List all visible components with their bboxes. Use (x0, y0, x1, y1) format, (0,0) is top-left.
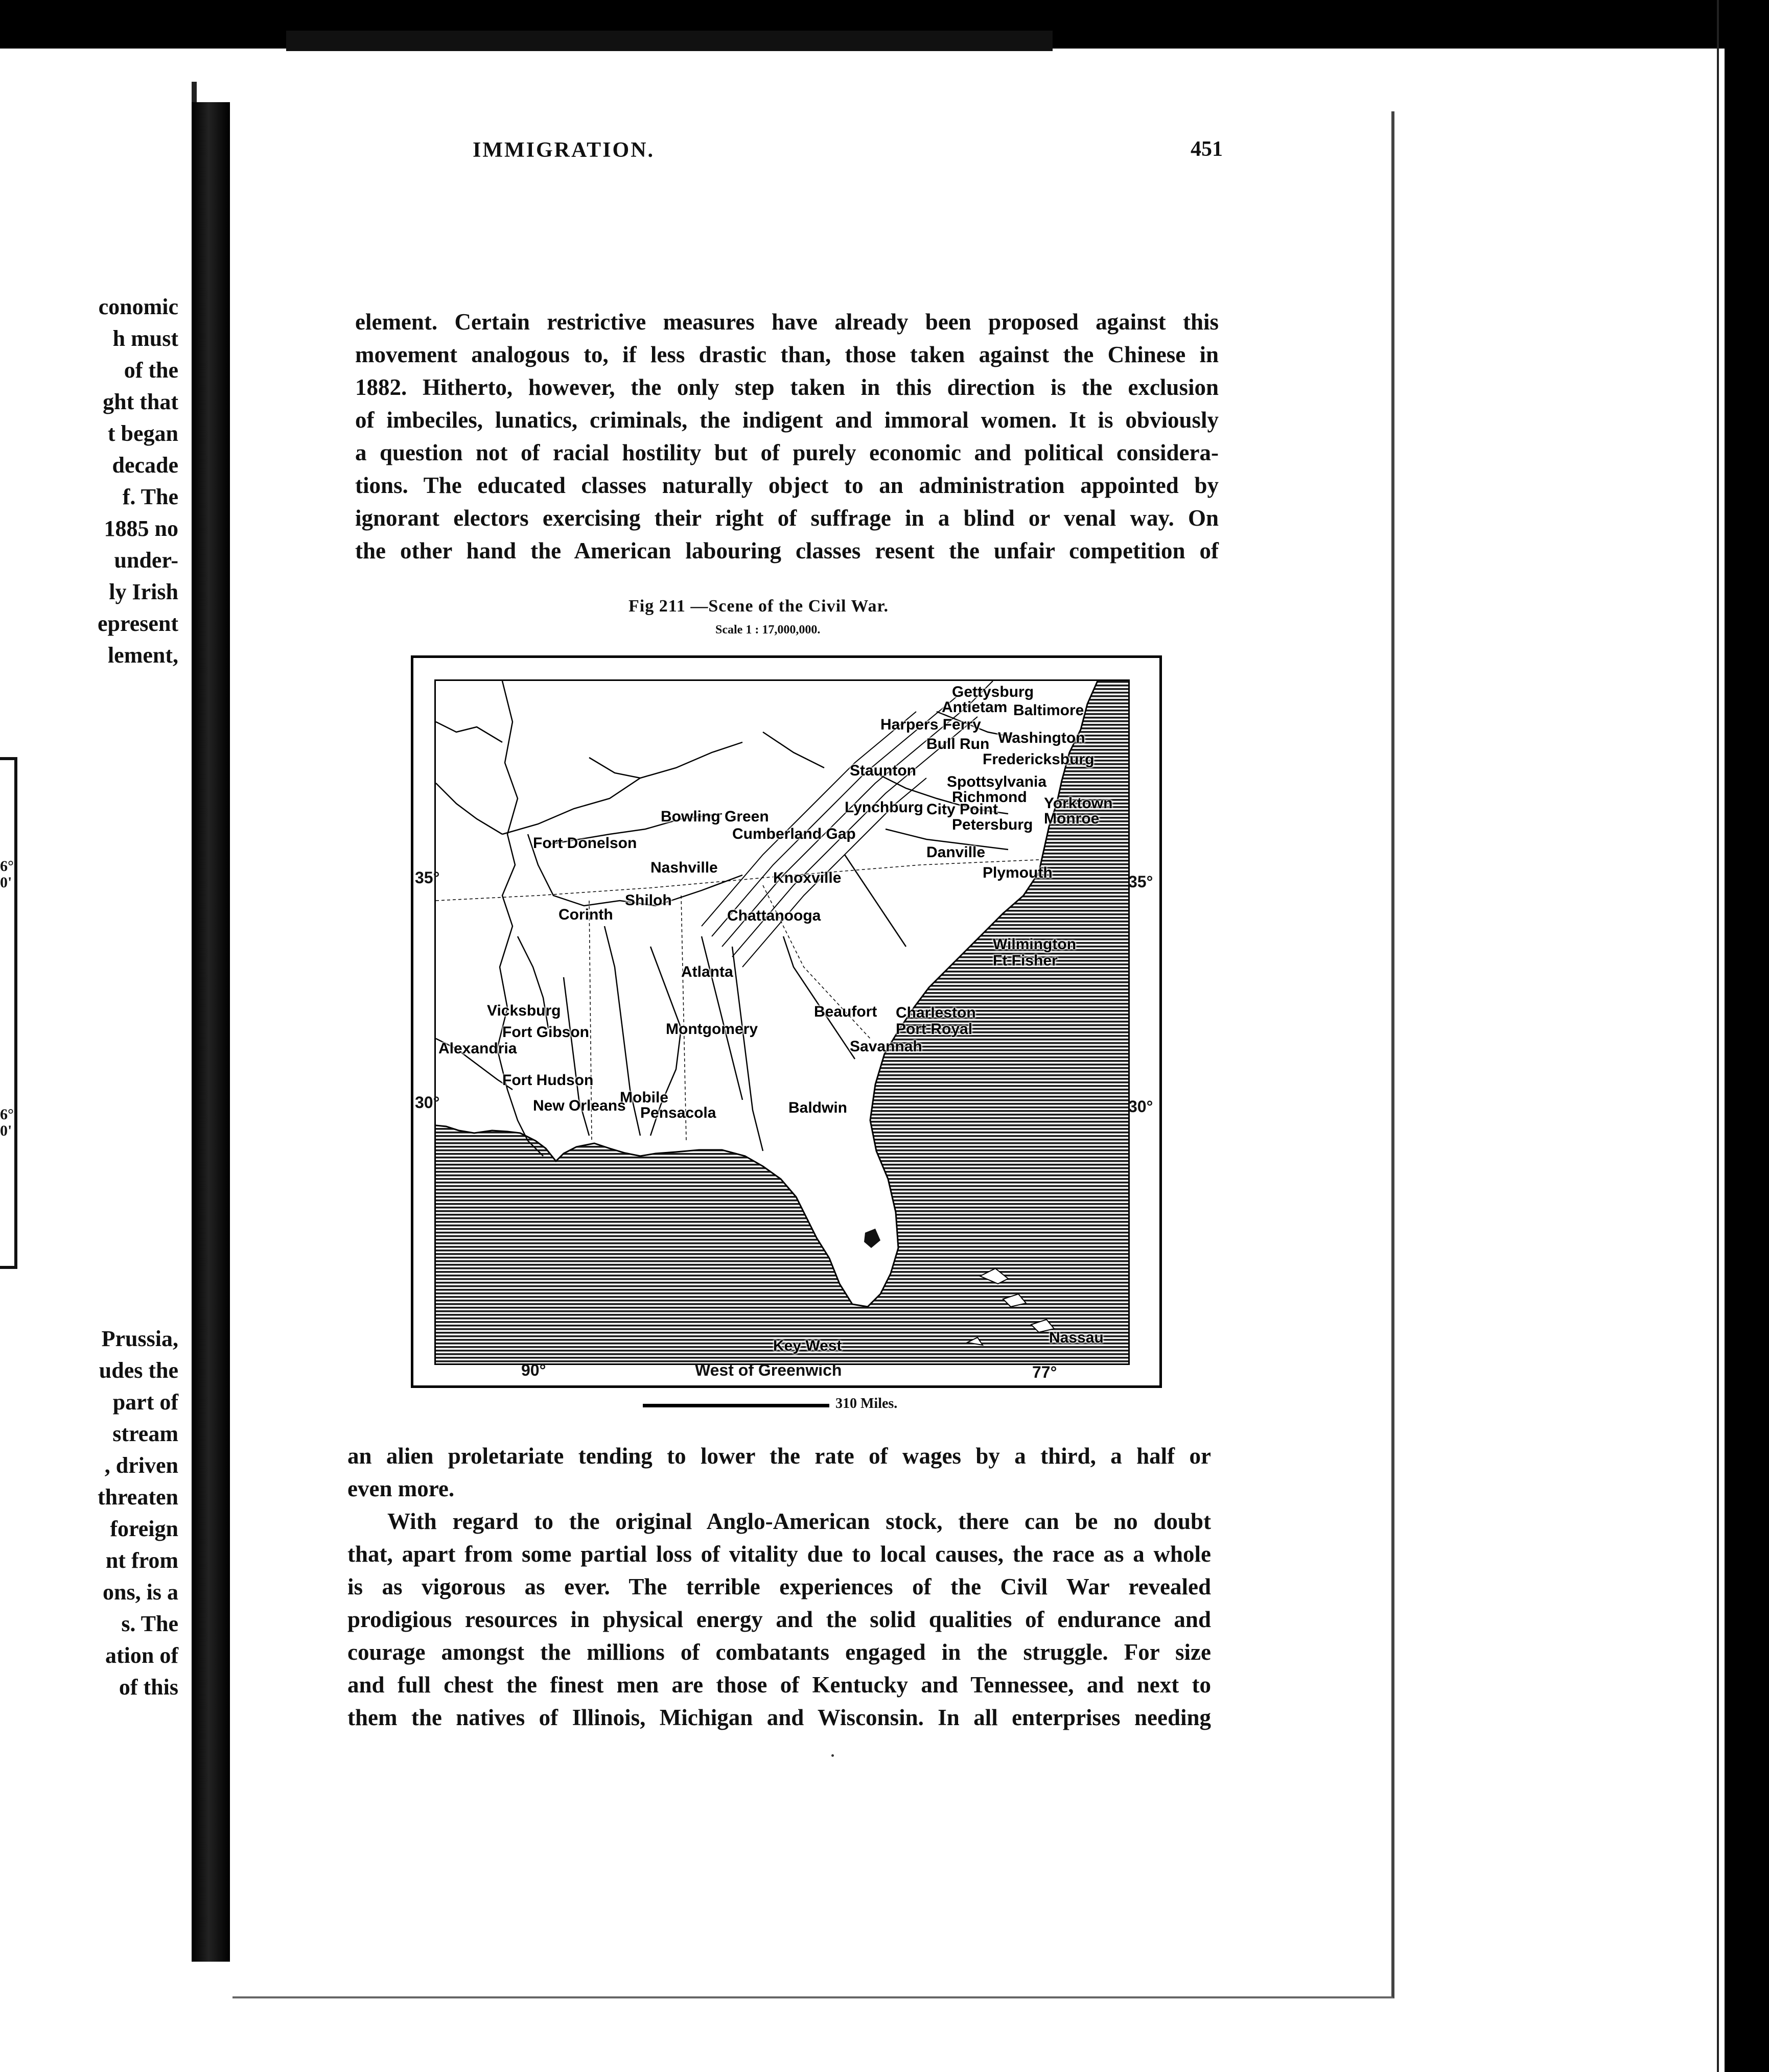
place-label: Pensacola (640, 1104, 716, 1121)
text-line: ation of (105, 1643, 178, 1668)
figure-caption: Fig 211 —Scene of the Civil War. (629, 597, 889, 616)
latitude-label: 30° (415, 1093, 440, 1112)
place-label: Mobile (620, 1089, 668, 1106)
place-label: Fort Donelson (533, 835, 637, 852)
chattahoochee-river (732, 947, 763, 1151)
place-label: Chattanooga (727, 907, 821, 924)
place-label: Bull Run (926, 736, 990, 752)
text-line: of this (119, 1675, 178, 1700)
place-label: Wilmington (993, 936, 1077, 953)
text-line: of the (124, 358, 178, 383)
scale-bar (643, 1404, 829, 1407)
book-spine (192, 102, 230, 1962)
place-label: Atlanta (681, 963, 733, 980)
text-line: lement, (107, 643, 178, 668)
previous-page (0, 82, 197, 1946)
text-line: udes the (99, 1358, 178, 1383)
place-label: Alexandria (438, 1040, 517, 1057)
place-label: Washington (998, 729, 1085, 746)
text-line: ght that (103, 389, 178, 414)
text-line: even more. (347, 1476, 455, 1501)
text-line: courage amongst the millions of combatants engaged in the struggle. For size (347, 1639, 1211, 1665)
text-line: ly Irish (109, 579, 178, 604)
text-line: and full chest the finest men are those of Kentucky and Tennessee, and next to (347, 1672, 1211, 1698)
kentucky-river (589, 758, 640, 778)
text-line: threaten (97, 1485, 178, 1510)
text-line: that, apart from some partial loss of vitality due to local causes, the race as a whole (347, 1541, 1211, 1567)
text-line: f. The (122, 484, 178, 509)
text-line: decade (112, 453, 178, 478)
place-label: Key West (773, 1337, 842, 1354)
place-label: Vicksburg (487, 1002, 561, 1019)
text-line: ignorant electors exercising their right of suffrage in a blind or venal way. On (355, 505, 1219, 531)
scale-bar-label: 310 Miles. (835, 1396, 898, 1411)
map-bottom-caption: West of Greenwich (695, 1361, 842, 1379)
degree-mark: 0' (0, 1122, 12, 1139)
place-label: Fort Hudson (502, 1072, 594, 1089)
text-line: 1882. Hitherto, however, the only step taken in this direction is the exclusion (355, 374, 1219, 400)
text-line: the other hand the American labouring classes resent the unfair competition of (355, 538, 1219, 563)
place-label: Richmond (952, 789, 1027, 806)
longitude-label: 77° (1032, 1363, 1057, 1381)
place-label: Baldwin (788, 1099, 848, 1116)
text-line: ons, is a (103, 1580, 178, 1605)
page-number: 451 (1191, 137, 1223, 161)
degree-mark: 0' (0, 874, 12, 891)
text-line: t began (107, 421, 178, 446)
latitude-label: 35° (1128, 873, 1153, 891)
print-speck (831, 1754, 834, 1757)
place-label: Harpers Ferry (880, 716, 981, 733)
place-label: Fredericksburg (983, 751, 1095, 768)
latitude-label: 30° (1128, 1097, 1153, 1116)
text-line: them the natives of Illinois, Michigan and Wisconsin. In all enterprises needing (347, 1705, 1211, 1730)
savannah-river (783, 936, 855, 1059)
place-label: Fort Gibson (502, 1024, 589, 1041)
text-line: part of (112, 1390, 178, 1415)
missouri-tributary (436, 722, 502, 742)
place-label: Nassau (1049, 1329, 1104, 1346)
flint-river (702, 936, 742, 1100)
text-line: of imbeciles, lunatics, criminals, the indigent and immoral women. It is obviously (355, 407, 1219, 433)
running-head: IMMIGRATION. (473, 138, 655, 162)
place-label: City Point (926, 801, 998, 818)
text-line: stream (112, 1421, 178, 1446)
lake-okeechobee (864, 1229, 880, 1248)
place-label: Beaufort (814, 1003, 877, 1020)
scan-border-line (1717, 0, 1719, 2072)
place-label: Montgomery (666, 1021, 758, 1038)
place-label: Cumberland Gap (732, 826, 856, 842)
scan-border-top-shadow (286, 31, 1053, 51)
figure-scale: Scale 1 : 17,000,000. (715, 623, 821, 637)
text-line: h must (112, 326, 178, 351)
text-line: conomic (98, 294, 178, 319)
place-label: Baltimore (1013, 702, 1084, 719)
text-line: s. The (121, 1611, 178, 1636)
place-label: Danville (926, 844, 986, 861)
degree-mark: 6° (0, 858, 14, 875)
text-line: , driven (104, 1453, 178, 1478)
text-line: prodigious resources in physical energy and the solid qualities of endurance and (347, 1607, 1211, 1632)
place-label: Charleston (896, 1004, 976, 1021)
paragraph-2 (347, 1440, 1211, 1734)
place-label: Monroe (1044, 810, 1100, 827)
place-label: Gettysburg (952, 684, 1034, 700)
place-label: Nashville (650, 859, 718, 876)
text-line: nt from (105, 1548, 178, 1573)
great-kanawha-river (763, 732, 824, 768)
place-label: Antietam (942, 699, 1008, 716)
text-line: Prussia, (101, 1326, 178, 1351)
text-line: an alien proletariate tending to lower the rate of wages by a third, a half or (347, 1443, 1211, 1469)
place-label: Staunton (850, 762, 916, 779)
arkansas-river (436, 783, 502, 834)
text-line: epresent (97, 611, 178, 636)
place-label: Port Royal (896, 1021, 973, 1038)
text-line: element. Certain restrictive measures have already been proposed against this (355, 309, 1219, 335)
place-label: Bowling Green (661, 808, 769, 825)
place-label: Corinth (558, 906, 613, 923)
place-label: Plymouth (983, 864, 1053, 881)
latitude-label: 35° (415, 868, 440, 887)
scan-border-right (1725, 0, 1769, 2072)
longitude-label: 90° (521, 1361, 546, 1379)
degree-mark: 6° (0, 1106, 14, 1123)
text-line: tions. The educated classes naturally object to an administration appointed by (355, 473, 1219, 498)
text-line: under- (114, 548, 178, 573)
civil-war-map (434, 679, 1130, 1365)
previous-page-text-top (98, 291, 178, 671)
text-line: 1885 no (104, 516, 178, 541)
place-label: Lynchburg (845, 799, 923, 816)
place-label: Ft Fisher (993, 952, 1058, 969)
text-line: a question not of racial hostility but of purely economic and political considera- (355, 440, 1219, 465)
place-label: Petersburg (952, 816, 1033, 833)
text-line: foreign (110, 1516, 178, 1541)
text-line: With regard to the original Anglo-American stock, there can be no doubt (387, 1509, 1211, 1534)
previous-page-map-edge (0, 757, 17, 1269)
paragraph-1 (355, 305, 1219, 567)
place-label: New Orleans (533, 1097, 626, 1114)
text-line: movement analogous to, if less drastic than, those taken against the Chinese in (355, 342, 1219, 367)
place-label: Savannah (850, 1038, 922, 1055)
place-label: Shiloh (625, 892, 672, 909)
place-label: Spottsylvania (947, 773, 1047, 790)
place-label: Knoxville (773, 869, 842, 886)
previous-page-text-bottom (98, 1323, 178, 1703)
place-label: Yorktown (1044, 795, 1113, 812)
text-line: is as vigorous as ever. The terrible experiences of the Civil War revealed (347, 1574, 1211, 1599)
